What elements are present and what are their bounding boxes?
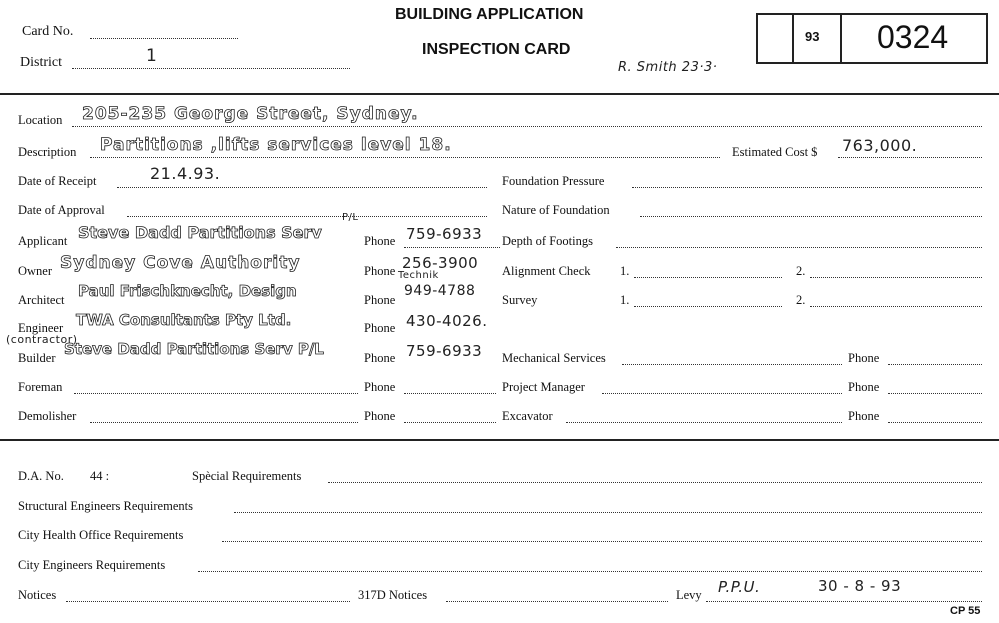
estimated-cost-value: 763,000. [842,136,918,155]
excavator-phone-label: Phone [848,409,880,423]
structural-requirements-label: Structural Engineers Requirements [18,499,193,513]
date-of-receipt-value: 21.4.93. [150,164,221,183]
applicant-value: Steve Dadd Partitions Serv [78,223,322,242]
city-engineers-requirements-field[interactable] [198,571,982,572]
applicant-phone-field[interactable] [404,247,500,248]
foreman-phone-label: Phone [364,380,396,394]
demolisher-field[interactable] [90,422,358,423]
box-divider [840,13,842,62]
owner-label: Owner [18,264,53,278]
special-requirements-label: Spècial Requirements [192,469,302,483]
city-engineers-requirements-label: City Engineers Requirements [18,558,166,572]
alignment-check-1-field[interactable] [634,277,782,278]
location-field[interactable] [72,126,982,127]
317d-notices-field[interactable] [446,601,668,602]
builder-value: Steve Dadd Partitions Serv P/L [64,340,324,358]
description-value: Partitions ,lifts services level 18. [100,135,452,155]
317d-notices-label: 317D Notices [358,588,428,602]
box-divider [792,13,794,62]
survey-1-field[interactable] [634,306,782,307]
mechanical-services-label: Mechanical Services [502,351,606,365]
engineer-label: Engineer [18,321,64,335]
builder-label: Builder [18,351,56,365]
location-label: Location [18,113,63,127]
levy-value: P.P.U. [718,578,761,596]
date-of-approval-field[interactable] [127,216,487,217]
project-manager-phone-field[interactable] [888,393,982,394]
structural-requirements-field[interactable] [234,512,982,513]
architect-note: Technik [398,270,439,281]
alignment-check-1: 1. [620,264,630,278]
da-no-label: D.A. No. [18,469,64,483]
project-manager-label: Project Manager [502,380,585,394]
foreman-label: Foreman [18,380,63,394]
applicant-note: P/L [342,212,359,223]
survey-2: 2. [796,293,806,307]
nature-of-foundation-field[interactable] [640,216,982,217]
survey-label: Survey [502,293,538,307]
project-manager-field[interactable] [602,393,842,394]
applicant-phone-value: 759-6933 [406,225,483,243]
card-year: 93 [805,29,820,44]
architect-phone-value: 949-4788 [404,283,476,299]
survey-2-field[interactable] [810,306,982,307]
alignment-check-2: 2. [796,264,806,278]
architect-value: Paul Frischknecht, Design [78,282,297,300]
foundation-pressure-field[interactable] [632,187,982,188]
notices-label: Notices [18,588,57,602]
engineer-value: TWA Consultants Pty Ltd. [76,311,292,329]
levy-date: 30 - 8 - 93 [818,577,902,595]
survey-1: 1. [620,293,630,307]
foundation-pressure-label: Foundation Pressure [502,174,605,188]
architect-phone-label: Phone [364,293,396,307]
owner-phone-label: Phone [364,264,396,278]
builder-note: (contractor) [6,333,78,346]
depth-of-footings-field[interactable] [616,247,982,248]
date-of-receipt-label: Date of Receipt [18,174,97,188]
engineer-phone-label: Phone [364,321,396,335]
location-value: 205-235 George Street, Sydney. [82,104,419,124]
architect-label: Architect [18,293,65,307]
excavator-phone-field[interactable] [888,422,982,423]
card-number-box [756,13,988,64]
mechanical-services-field[interactable] [622,364,842,365]
owner-value: Sydney Cove Authority [60,253,301,273]
mechanical-services-phone-label: Phone [848,351,880,365]
project-manager-phone-label: Phone [848,380,880,394]
excavator-label: Excavator [502,409,553,423]
foreman-phone-field[interactable] [404,393,496,394]
notices-field[interactable] [66,601,350,602]
special-requirements-field[interactable] [328,482,982,483]
demolisher-label: Demolisher [18,409,77,423]
estimated-cost-field[interactable] [838,157,982,158]
demolisher-phone-field[interactable] [404,422,496,423]
foreman-field[interactable] [74,393,358,394]
district-value: 1 [146,46,158,66]
estimated-cost-label: Estimated Cost $ [732,145,818,159]
divider-top [0,93,999,95]
levy-field[interactable] [706,601,982,602]
title-line-1: BUILDING APPLICATION [395,6,584,23]
excavator-field[interactable] [566,422,842,423]
inspector-signature: R. Smith 23·3· [618,60,718,75]
card-number: 0324 [877,19,949,55]
date-of-receipt-field[interactable] [117,187,487,188]
applicant-label: Applicant [18,234,68,248]
health-requirements-label: City Health Office Requirements [18,528,184,542]
date-of-approval-label: Date of Approval [18,203,105,217]
district-label: District [20,55,62,70]
alignment-check-label: Alignment Check [502,264,591,278]
levy-label: Levy [676,588,702,602]
builder-phone-value: 759-6933 [406,342,483,360]
mechanical-services-phone-field[interactable] [888,364,982,365]
builder-phone-label: Phone [364,351,396,365]
health-requirements-field[interactable] [222,541,982,542]
owner-phone-value: 256-3900 [402,254,479,272]
card-no-field[interactable] [90,38,238,39]
card-no-label: Card No. [22,24,74,39]
divider-bottom [0,439,999,441]
depth-of-footings-label: Depth of Footings [502,234,593,248]
demolisher-phone-label: Phone [364,409,396,423]
description-field[interactable] [90,157,720,158]
description-label: Description [18,145,77,159]
alignment-check-2-field[interactable] [810,277,982,278]
engineer-phone-value: 430-4026. [406,312,488,330]
form-code: CP 55 [950,605,981,617]
da-no-value: 44 : [90,469,110,483]
applicant-phone-label: Phone [364,234,396,248]
nature-of-foundation-label: Nature of Foundation [502,203,610,217]
title-line-2: INSPECTION CARD [422,41,571,58]
district-field[interactable] [72,68,350,69]
